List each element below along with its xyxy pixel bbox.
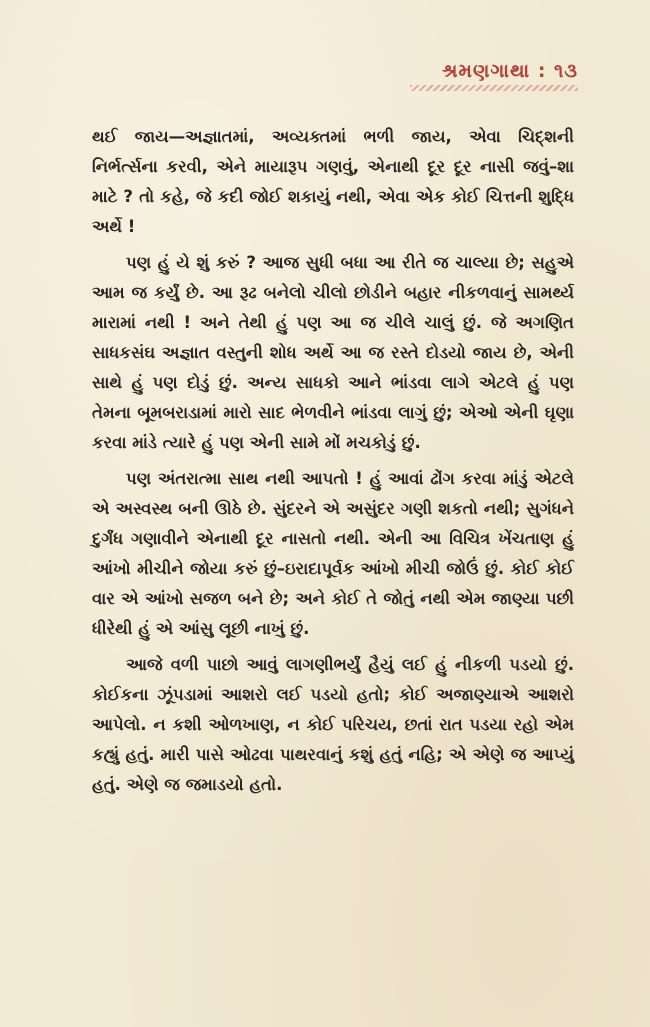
running-head-title: શ્રમણગાથા : ૧૩ (441, 60, 578, 82)
paragraph-3: પણ અંતરાત્મા સાથ નથી આપતો ! હું આવાં ઢોંગ કરવા માંડું એટલે એ અસ્વસ્થ બની ઊઠે છે. સુંદરને એ અસુંદર ગણી શકતો નથી; સુગંધને દુર્ગંધ ગણાવીને એનાથી દૂર નાસતો નથી. એની આ વિચિત્ર ખેંચતાણ હું આંખો મીચીને જોયા કરું છું–ઇરાદાપૂર્વક આંખો મીચી જોઉં છું. કોઈ કોઈ વાર એ આંખો સજળ બને છે; અને કોઈ તે જોતું નથી એમ જાણ્યા પછી ધીરેથી હું એ આંસુ લૂછી નાખું છું. (92, 469, 574, 638)
paragraph-2: પણ હું યે શું કરું ? આજ સુધી બધા આ રીતે જ ચાલ્યા છે; સહુએ આમ જ કર્યું છે. આ રૂઢ બનેલો ચીલો છોડીને બહાર નીકળવાનું સામર્થ્ય મારામાં નથી ! અને તેથી હું પણ આ જ ચીલે ચાલું છું. જે અગણિત સાધકસંઘ અજ્ઞાત વસ્તુની શોધ અર્થે આ જ રસ્તે દોડયો જાય છે, એની સાથે હું પણ દોડું છું. અન્ય સાધકો આને ભાંડવા લાગે એટલે હું પણ તેમના બૂમબરાડામાં મારો સાદ ભેળવીને ભાંડવા લાગું છું; એઓ એની ઘૃણા કરવા માંડે ત્યારે હું પણ એની સામે મોં મચકોડું છું. (92, 253, 574, 452)
paragraph-1: થઈ જાય—અજ્ઞાતમાં, અવ્યક્તમાં ભળી જાય, એવા ચિદ્શની નિર્ભર્ત્સના કરવી, એને માયારૂપ ગણવું, એનાથી દૂર દૂર નાસી જવું–શા માટે ? તો કહે, જે કદી જોઈ શકાયું નથી, એવા એક કોઈ ચિત્તની શુદ્ધિ અર્થે ! (92, 127, 574, 236)
running-head-underline (410, 85, 578, 91)
body-text (92, 122, 574, 806)
paragraph-4: આજે વળી પાછો આવું લાગણીભર્યું હૈયું લઈ હું નીકળી પડયો છું. કોઈકના ઝૂંપડામાં આશરો લઈ પડયો હતો; કોઈ અજાણ્યાએ આશરો આપેલો. ન કશી ઓળખાણ, ન કોઈ પરિચય, છતાં રાત પડયા રહો એમ કહ્યું હતું. મારી પાસે ઓઢવા પાથરવાનું કશું હતું નહિ; એ એણે જ આપ્યું હતું. એણે જ જમાડયો હતો. (92, 655, 574, 794)
running-head (410, 60, 578, 91)
